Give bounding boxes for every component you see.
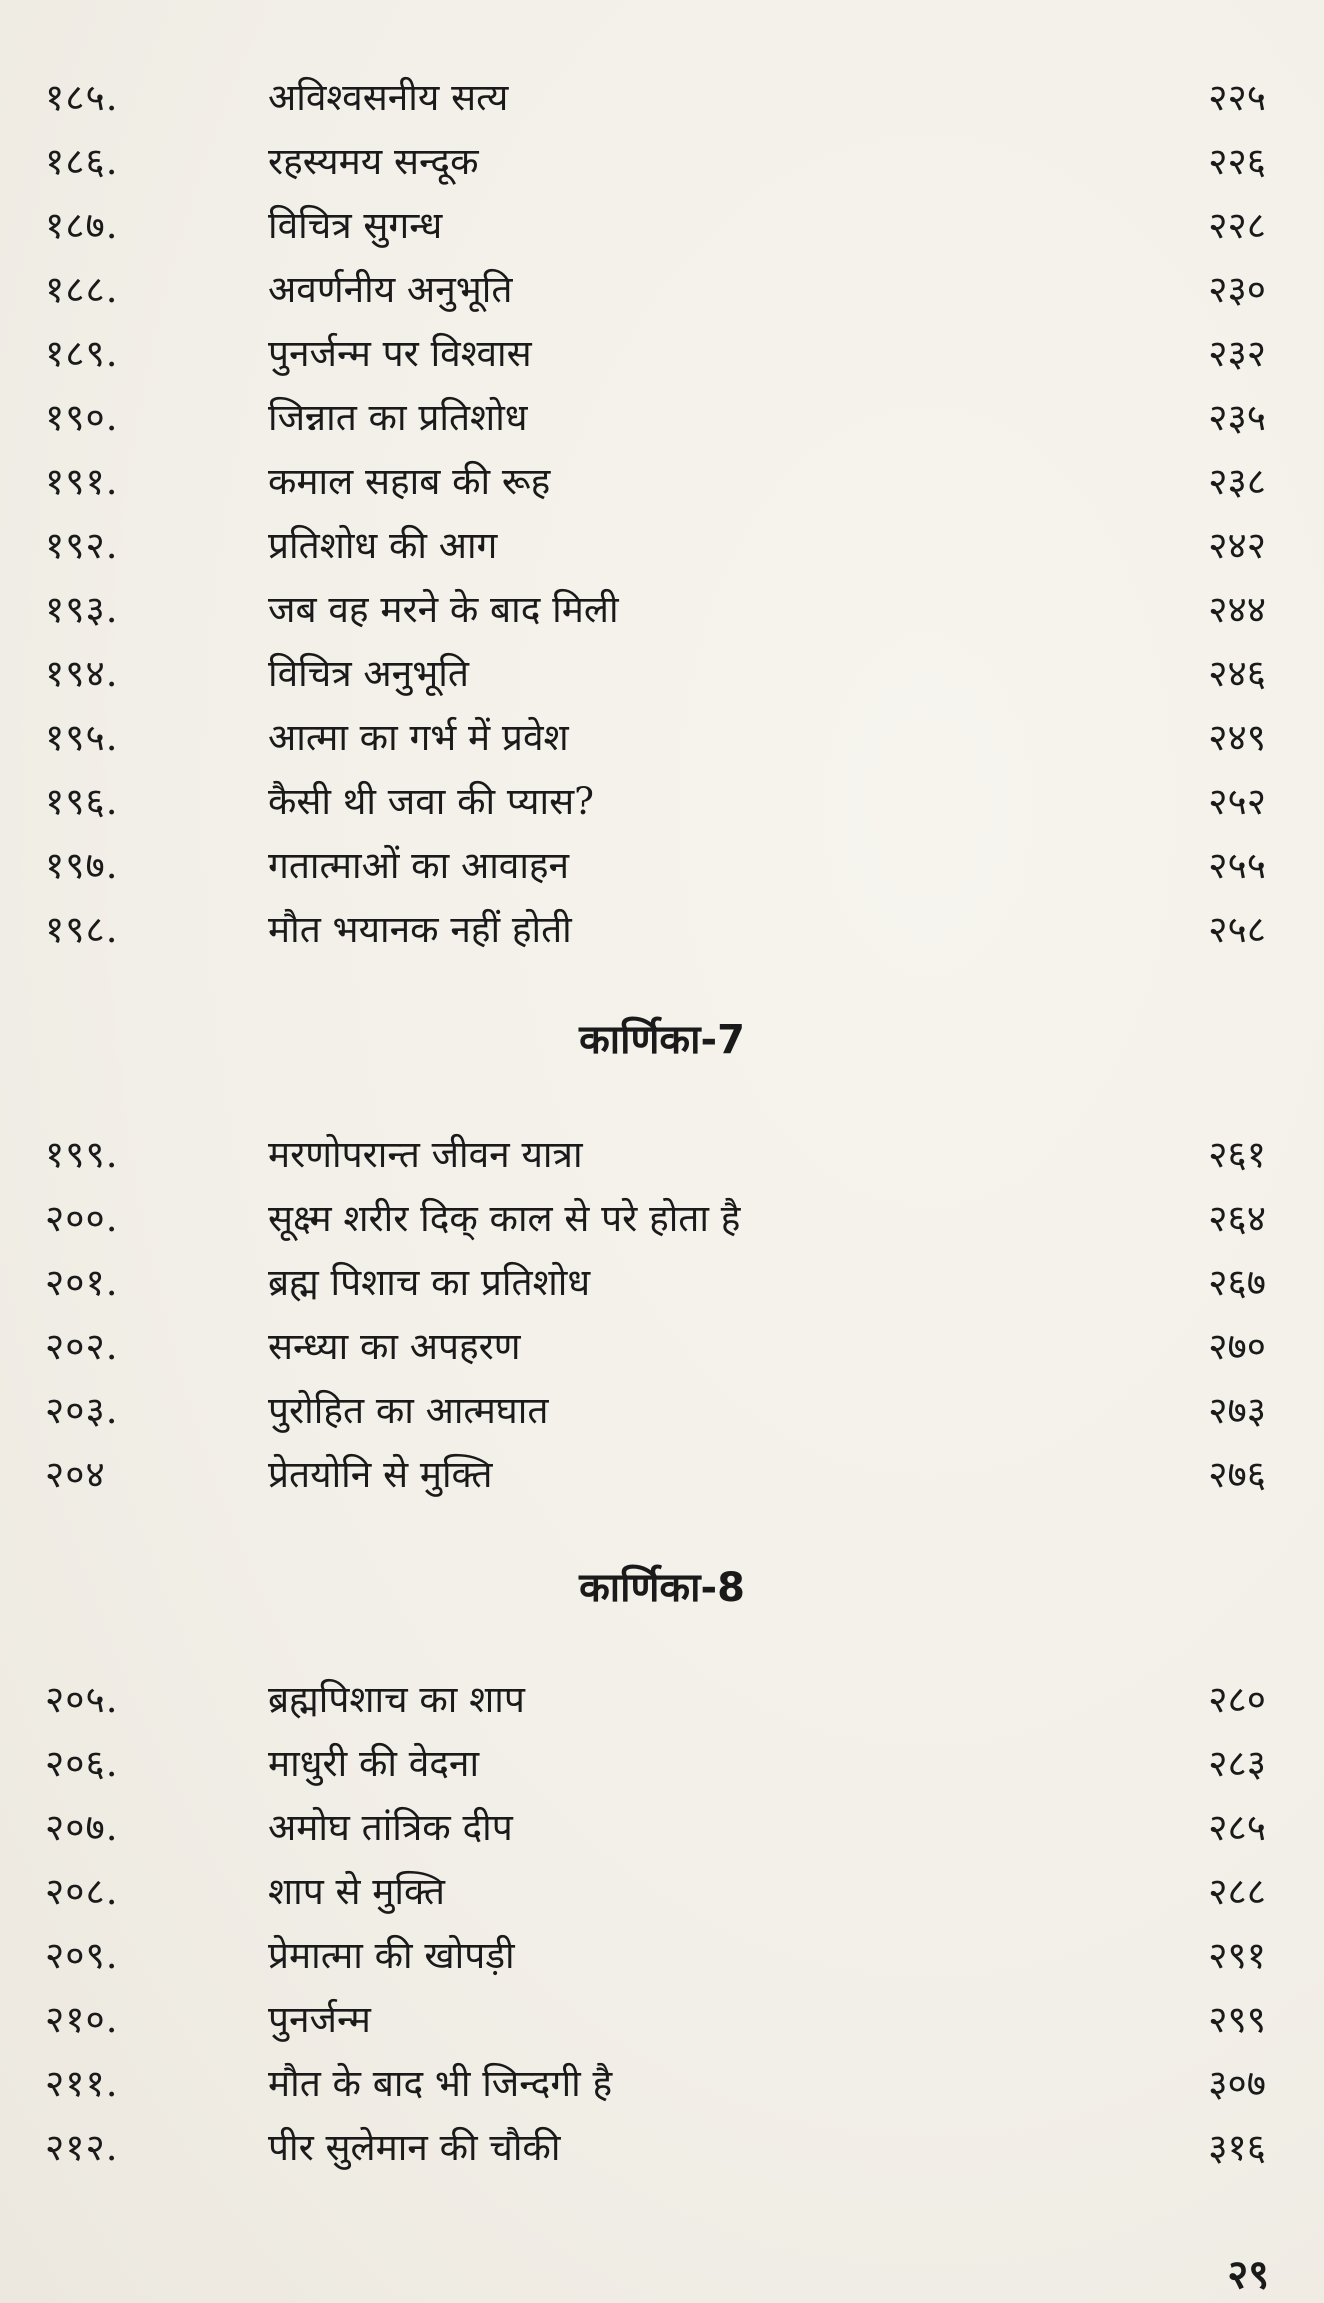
entry-number: १९६.	[45, 780, 119, 823]
entry-number: २१२.	[45, 2126, 119, 2169]
toc-row	[0, 1988, 1324, 2052]
entry-page-number: २८०	[1208, 1678, 1266, 1721]
toc-row	[0, 66, 1324, 130]
entry-page-number: २२५	[1208, 76, 1266, 119]
entry-title: विचित्र सुगन्ध	[268, 204, 443, 247]
entry-number: २०४	[45, 1453, 106, 1496]
entry-title: विचित्र अनुभूति	[268, 652, 469, 695]
contents-section-8	[0, 1668, 1324, 2180]
entry-page-number: २८५	[1208, 1806, 1266, 1849]
entry-number: १९७.	[45, 844, 119, 887]
toc-row	[0, 514, 1324, 578]
chapter-heading-8: कार्णिका-8	[579, 1565, 745, 1611]
entry-title: मौत भयानक नहीं होती	[268, 908, 572, 951]
entry-page-number: २९९	[1208, 1998, 1266, 2041]
entry-number: १८९.	[45, 332, 119, 375]
entry-page-number: २४४	[1208, 588, 1266, 631]
entry-page-number: २७३	[1208, 1389, 1266, 1432]
entry-title: सन्ध्या का अपहरण	[268, 1325, 521, 1368]
entry-page-number: २६४	[1208, 1197, 1266, 1240]
entry-page-number: २५८	[1208, 908, 1266, 951]
entry-number: २०२.	[45, 1325, 119, 1368]
toc-row	[0, 770, 1324, 834]
entry-number: १९०.	[45, 396, 119, 439]
entry-title: माधुरी की वेदना	[268, 1742, 480, 1785]
toc-row	[0, 642, 1324, 706]
entry-number: १९९.	[45, 1133, 119, 1176]
toc-row	[0, 2052, 1324, 2116]
entry-title: पुनर्जन्म	[268, 1998, 371, 2041]
entry-title: रहस्यमय सन्दूक	[268, 140, 479, 183]
entry-number: २०१.	[45, 1261, 119, 1304]
entry-page-number: २२६	[1208, 140, 1266, 183]
toc-row	[0, 1924, 1324, 1988]
entry-title: कैसी थी जवा की प्यास?	[268, 780, 594, 823]
entry-title: गतात्माओं का आवाहन	[268, 844, 570, 887]
entry-page-number: २४२	[1208, 524, 1266, 567]
page-number-footer: २९	[1227, 2251, 1269, 2298]
entry-title: जिन्नात का प्रतिशोध	[268, 396, 528, 439]
toc-row	[0, 1379, 1324, 1443]
entry-number: १९२.	[45, 524, 119, 567]
entry-title: मौत के बाद भी जिन्दगी है	[268, 2062, 613, 2105]
toc-row	[0, 1732, 1324, 1796]
entry-title: मरणोपरान्त जीवन यात्रा	[268, 1133, 583, 1176]
entry-title: अमोघ तांत्रिक दीप	[268, 1806, 513, 1849]
entry-title: प्रेमात्मा की खोपड़ी	[268, 1934, 515, 1977]
entry-title: ब्रह्मपिशाच का शाप	[268, 1678, 525, 1721]
entry-page-number: २३५	[1208, 396, 1266, 439]
entry-number: १८७.	[45, 204, 119, 247]
entry-page-number: ३०७	[1208, 2062, 1266, 2105]
entry-number: १९८.	[45, 908, 119, 951]
entry-page-number: २५२	[1208, 780, 1266, 823]
entry-number: २०९.	[45, 1934, 119, 1977]
entry-page-number: २३०	[1208, 268, 1266, 311]
entry-number: २१०.	[45, 1998, 119, 2041]
entry-title: पीर सुलेमान की चौकी	[268, 2126, 561, 2169]
entry-number: १८८.	[45, 268, 119, 311]
entry-title: कमाल सहाब की रूह	[268, 460, 551, 503]
toc-row	[0, 1796, 1324, 1860]
toc-row	[0, 1668, 1324, 1732]
toc-row	[0, 1187, 1324, 1251]
entry-page-number: ३१६	[1208, 2126, 1266, 2169]
entry-number: १८५.	[45, 76, 119, 119]
entry-number: २०५.	[45, 1678, 119, 1721]
entry-title: सूक्ष्म शरीर दिक् काल से परे होता है	[268, 1197, 741, 1240]
entry-title: जब वह मरने के बाद मिली	[268, 588, 619, 631]
entry-page-number: २७०	[1208, 1325, 1266, 1368]
entry-number: १९१.	[45, 460, 119, 503]
entry-page-number: २२८	[1208, 204, 1266, 247]
entry-number: १८६.	[45, 140, 119, 183]
toc-row	[0, 1443, 1324, 1507]
entry-page-number: २७६	[1208, 1453, 1266, 1496]
entry-title: प्रतिशोध की आग	[268, 524, 498, 567]
entry-number: २०७.	[45, 1806, 119, 1849]
entry-title: पुनर्जन्म पर विश्वास	[268, 332, 532, 375]
toc-row	[0, 578, 1324, 642]
chapter-heading-7: कार्णिका-7	[579, 1017, 745, 1063]
toc-row	[0, 1860, 1324, 1924]
entry-title: अवर्णनीय अनुभूति	[268, 268, 513, 311]
entry-number: २०३.	[45, 1389, 119, 1432]
toc-row	[0, 834, 1324, 898]
entry-number: १९५.	[45, 716, 119, 759]
entry-page-number: २८३	[1208, 1742, 1266, 1785]
contents-section-7	[0, 1123, 1324, 1507]
toc-row	[0, 1315, 1324, 1379]
toc-row	[0, 450, 1324, 514]
entry-page-number: २६७	[1208, 1261, 1266, 1304]
contents-section-1	[0, 66, 1324, 962]
entry-title: ब्रह्म पिशाच का प्रतिशोध	[268, 1261, 591, 1304]
entry-page-number: २३२	[1208, 332, 1266, 375]
toc-row	[0, 130, 1324, 194]
toc-row	[0, 898, 1324, 962]
entry-page-number: २५५	[1208, 844, 1266, 887]
entry-page-number: २६१	[1208, 1133, 1266, 1176]
entry-page-number: २४६	[1208, 652, 1266, 695]
entry-number: १९३.	[45, 588, 119, 631]
entry-number: २०६.	[45, 1742, 119, 1785]
entry-page-number: २३८	[1208, 460, 1266, 503]
toc-row	[0, 386, 1324, 450]
entry-page-number: २८८	[1208, 1870, 1266, 1913]
entry-number: १९४.	[45, 652, 119, 695]
entry-number: २११.	[45, 2062, 119, 2105]
entry-title: पुरोहित का आत्मघात	[268, 1389, 549, 1432]
entry-page-number: २४९	[1208, 716, 1266, 759]
entry-number: २०८.	[45, 1870, 119, 1913]
toc-row	[0, 2116, 1324, 2180]
toc-row	[0, 194, 1324, 258]
entry-page-number: २९१	[1208, 1934, 1266, 1977]
toc-row	[0, 706, 1324, 770]
toc-row	[0, 322, 1324, 386]
toc-row	[0, 258, 1324, 322]
toc-row	[0, 1123, 1324, 1187]
entry-number: २००.	[45, 1197, 119, 1240]
entry-title: आत्मा का गर्भ में प्रवेश	[268, 716, 569, 759]
entry-title: प्रेतयोनि से मुक्ति	[268, 1453, 493, 1496]
toc-row	[0, 1251, 1324, 1315]
entry-title: अविश्वसनीय सत्य	[268, 76, 509, 119]
entry-title: शाप से मुक्ति	[268, 1870, 445, 1913]
